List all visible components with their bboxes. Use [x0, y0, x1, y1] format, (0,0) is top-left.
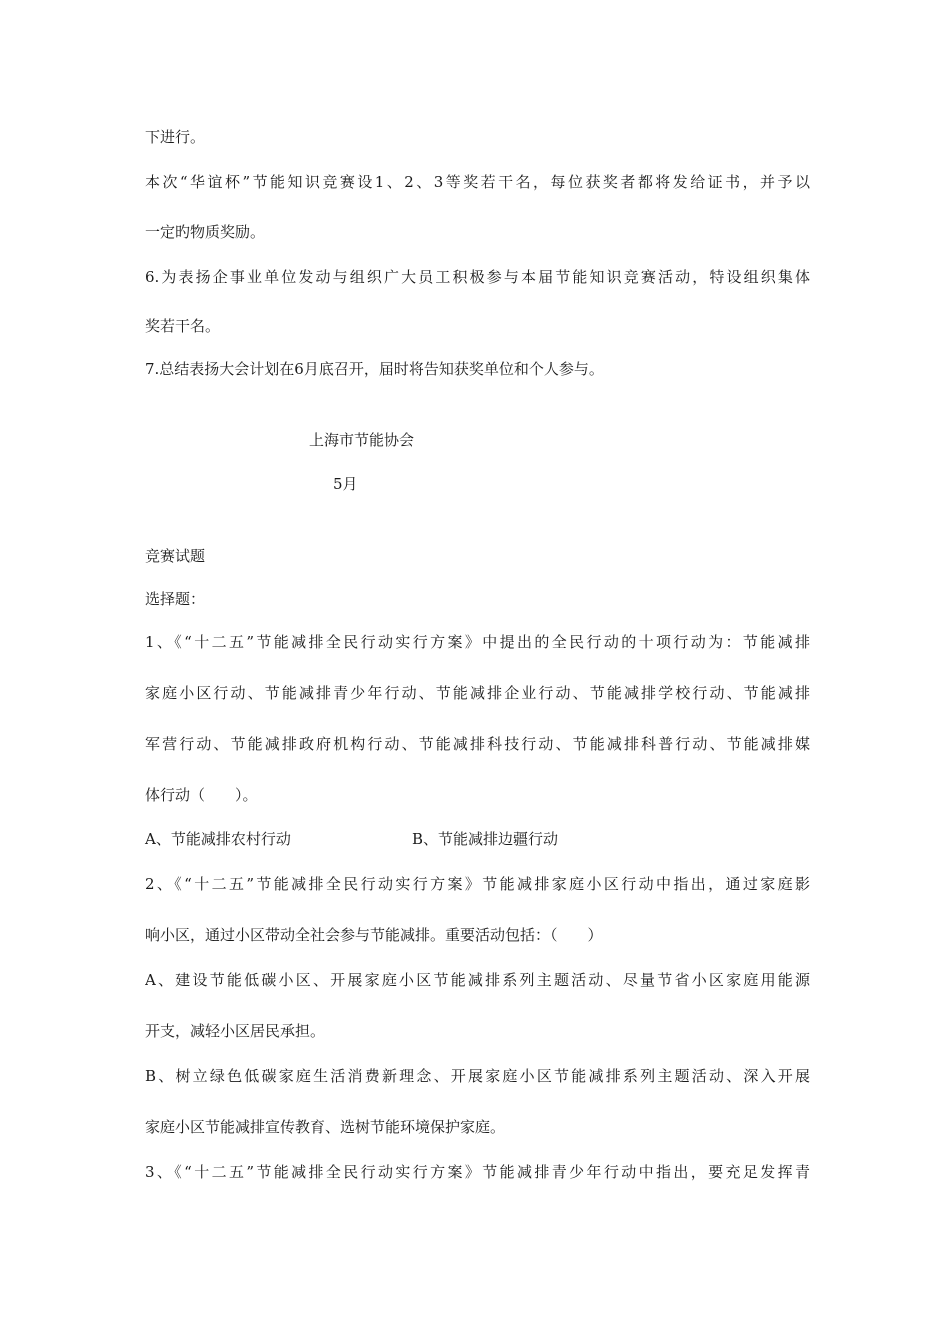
prize-paragraph-line-2: 一定旳物质奖励。 — [145, 223, 266, 241]
item6-line-2: 奖若干名。 — [145, 317, 221, 335]
question-1-line-2: 家庭小区行动、节能减排青少年行动、节能减排企业行动、节能减排学校行动、节能减排 — [145, 684, 810, 702]
question-2-line-1: 2、《“十二五”节能减排全民行动实行方案》节能减排家庭小区行动中指出，通过家庭影 — [145, 875, 810, 893]
prize-paragraph-line-1: 本次“华谊杯”节能知识竞赛设1、2、3等奖若干名，每位获奖者都将发给证书，并予以 — [145, 173, 810, 191]
question-1-line-3: 军营行动、节能减排政府机构行动、节能减排科技行动、节能减排科普行动、节能减排媒 — [145, 735, 810, 753]
question-2-option-b-line-1: B、树立绿色低碳家庭生活消费新理念、开展家庭小区节能减排系列主题活动、深入开展 — [145, 1067, 810, 1085]
quiz-section-title: 竞赛试题 — [145, 547, 206, 565]
quiz-subsection-title: 选择题： — [145, 590, 206, 608]
question-2-option-b-line-2: 家庭小区节能减排宣传教育、选树节能环境保护家庭。 — [145, 1118, 506, 1136]
signature-date: 5月 — [333, 475, 358, 493]
question-1-option-b: B、节能减排边疆行动 — [412, 830, 559, 848]
question-2-line-2: 响小区，通过小区带动全社会参与节能减排。重要活动包括：（ ） — [145, 926, 603, 944]
question-2-option-a-line-2: 开支，减轻小区居民承担。 — [145, 1022, 326, 1040]
signature-organization: 上海市节能协会 — [309, 431, 415, 449]
item6-line-1: 6.为表扬企事业单位发动与组织广大员工积极参与本届节能知识竞赛活动，特设组织集体 — [145, 268, 810, 286]
notice-continuation: 下进行。 — [145, 128, 206, 146]
question-1-line-4: 体行动（ ）。 — [145, 786, 258, 804]
item7-paragraph: 7.总结表扬大会计划在6月底召开，届时将告知获奖单位和个人参与。 — [145, 360, 604, 378]
question-3-line-1: 3、《“十二五”节能减排全民行动实行方案》节能减排青少年行动中指出，要充足发挥青 — [145, 1163, 810, 1181]
question-2-option-a-line-1: A、建设节能低碳小区、开展家庭小区节能减排系列主题活动、尽量节省小区家庭用能源 — [145, 971, 810, 989]
question-1-option-a: A、节能减排农村行动 — [145, 830, 291, 848]
question-1-line-1: 1、《“十二五”节能减排全民行动实行方案》中提出的全民行动的十项行动为：节能减排 — [145, 633, 810, 651]
